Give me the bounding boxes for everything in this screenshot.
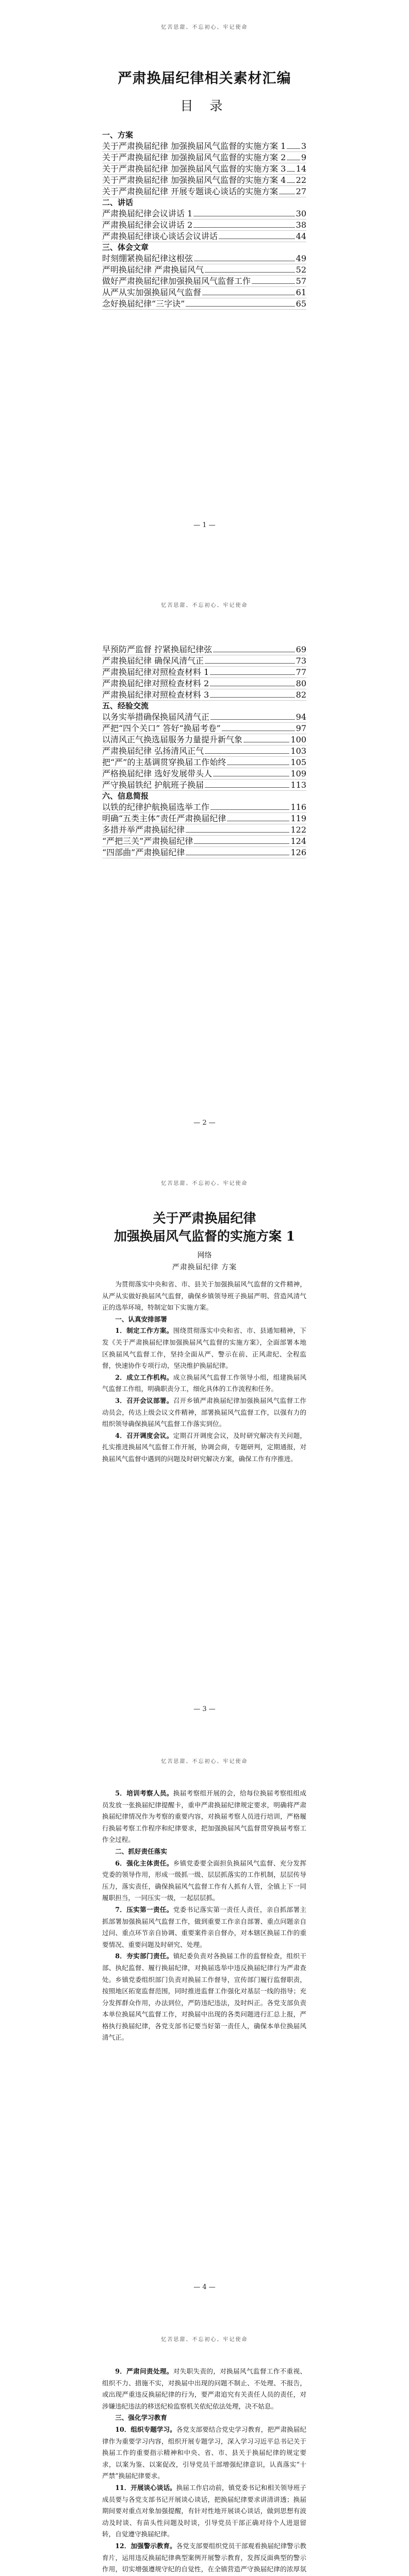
toc-entry-title: 严守换届铁纪 护航班子换届 [102, 780, 204, 790]
table-of-contents [102, 130, 306, 310]
toc-leader [210, 809, 289, 810]
toc-leader [243, 741, 289, 742]
toc-entry-page: 73 [296, 656, 306, 666]
toc-entry-page: 103 [290, 746, 306, 756]
toc-leader [279, 193, 295, 194]
toc-leader [202, 294, 295, 295]
toc-entry-page: 116 [290, 802, 306, 812]
paragraph-text: 换届工作启动前，镇党委书记和相关领导班子成员要与各党支部书记开展谈心谈话，把换届纪律要求讲清讲透；换届期间要对重点对象加强提醒，有针对性地开展谈心谈话，做到思想有波动及时谈、有苗头性问题及时谈，引导党员干部正确对待个人进退留转，自觉遵守换届纪律。 [102, 2483, 307, 2538]
toc-entry[interactable] [102, 141, 306, 152]
toc-entry[interactable] [102, 711, 306, 723]
toc-leader [213, 651, 295, 652]
running-header: 忆苦思甜、不忘初心、牢记使命 [161, 1181, 248, 1187]
toc-entry-page: 38 [296, 220, 306, 230]
toc-section-title: 五、经验交流 [102, 701, 149, 710]
toc-entry-title: 以务实举措确保换届风清气正 [102, 712, 210, 722]
table-of-contents-continued [102, 644, 306, 858]
toc-leader [205, 272, 295, 273]
page-number: — 4 — [193, 2283, 216, 2291]
toc-entry-page: 61 [296, 287, 306, 297]
toc-entry[interactable] [102, 779, 306, 791]
toc-entry[interactable] [102, 163, 306, 175]
section-heading: 二、抓好责任落实 [115, 1847, 167, 1855]
toc-entry-page: 22 [296, 175, 306, 185]
paragraph-text: 换届考察组开展的会，给每位换届考察组组成员发放一张换届纪律提醒卡，重申严肃换届纪律规定要求，明确将严肃换届纪律情况作为考察的重要内容，对换届考察人员进行培训，严格履行换届考察工作程序和纪律要求，把加强换届风气监督贯穿换届考察工作全过程。 [102, 1789, 307, 1844]
toc-entry-title: 严肃换届纪律对照检查材料 1 [102, 667, 209, 677]
toc-leader [213, 775, 289, 776]
toc-entry-page: 122 [290, 825, 306, 835]
toc-leader [287, 159, 300, 160]
body-paragraph [102, 1904, 306, 1951]
toc-entry-title: 严肃换届纪律会议讲话 2 [102, 220, 193, 230]
paragraph-lead: 6．强化主体责任。 [115, 1859, 173, 1867]
paragraph-text: 召开乡镇严肃换届纪律加强换届风气监督工作动员会，传达上级会议文件精神，部署换届风气监督工作，以强有力的组织领导确保换届风气监督工作落实到位。 [102, 1396, 307, 1428]
toc-entry-page: 27 [296, 187, 306, 196]
paragraph-lead: 9．严肃问责处理。 [115, 2367, 173, 2375]
toc-entry-title: 时刻绷紧换届纪律这根弦 [102, 253, 193, 263]
paragraph-text: 镇纪委负责对各换届工作的监督检查，组织干部、执纪监督、履行换届纪律，对换届选举中违反换届纪律行为严肃查处。乡镇党委组织部门负责对换届工作督导，宣传部门履行监督职责，按照地区拓宽监督范围，同时推进监督工作强化对基层一线的指导；充分发挥群众作用，办法到位，严防违纪违法，及时纠正。各党支部负责本单位换届风气监督工作，对换届中出现的各类问题进行汇总上报，严格执行换届纪律，各党支部书记要当好第一责任人，确保本单位换届风清气正。 [102, 1952, 307, 2042]
toc-entry-page: 109 [290, 769, 306, 778]
toc-leader [194, 843, 289, 844]
toc-entry[interactable] [102, 689, 306, 701]
paragraph-text: 成立换届风气监督工作领导小组，组建换届风气监督工作组，明确职责分工，细化具体的工作流程和任务。 [102, 1373, 307, 1393]
paragraph-lead: 11．开展谈心谈话。 [115, 2483, 176, 2492]
toc-entry-title: 严明换届纪律 严肃换届风气 [102, 265, 204, 275]
page-number: — 1 — [193, 521, 216, 529]
paragraph-lead: 4．召开调度会议。 [115, 1431, 173, 1439]
article-title-line-1: 关于严肃换届纪律 [153, 1211, 256, 1226]
toc-entry-title: 早预防严监督 拧紧换届纪律弦 [102, 645, 212, 654]
toc-leader [193, 215, 295, 216]
toc-entry-title: 关于严肃换届纪律 加强换届风气监督的实施方案 2 [102, 152, 286, 162]
toc-entry[interactable] [102, 734, 306, 745]
toc-leader [222, 730, 295, 731]
paragraph-text: 各党支部要结合党史学习教育，把严肃换届纪律作为重要学习内容，组织开展专题学习，深入学习习近平总书记关于换届工作的重要指示精神和中央、省、市、县关于换届纪律的规定要求，以案为鉴、以案促改，引导党员干部增强纪律意识，认真落实“十严禁”换届纪律要求。 [102, 2425, 307, 2480]
paragraph-lead: 3．召开会议部署。 [115, 1396, 173, 1404]
page-number: — 3 — [193, 1705, 216, 1713]
body-paragraph [102, 1372, 306, 1395]
toc-entry-title: 念好换届纪律“三字诀” [102, 299, 185, 309]
page-number: — 2 — [193, 1119, 216, 1127]
toc-entry-page: 65 [296, 299, 306, 309]
toc-leader [210, 719, 295, 720]
toc-entry-title: 关于严肃换届纪律 加强换届风气监督的实施方案 3 [102, 164, 286, 174]
toc-entry-title: 明确“五类主体”责任严肃换届纪律 [102, 814, 226, 823]
running-header: 忆苦思甜、不忘初心、牢记使命 [161, 25, 248, 30]
body-paragraph [102, 1788, 306, 1846]
paragraph-text: 定期召开调度会议，及时研究解决有关问题，扎实推进换届风气监督工作开展，协调会商，专题研判，定期通报，对换届风气监督中遇到的问题及时研究解决方案，确保工作有序推进。 [102, 1431, 307, 1463]
toc-entry[interactable] [102, 768, 306, 779]
toc-heading: 目 录 [180, 98, 229, 113]
toc-leader [210, 674, 295, 675]
toc-leader [186, 306, 295, 307]
toc-entry-page: 30 [296, 209, 306, 218]
running-header: 忆苦思甜、不忘初心、牢记使命 [161, 1759, 248, 1765]
paragraph-text: 乡镇党委要全面担负换届风气监督、充分发挥党委的领导作用，形成一级抓一级、层层抓落实的工作机制，层层传导压力，落实责任，确保换届风气监督工作有人抓有人管，全镇上下一同履职担当，一同压实一级，一起层层抓。 [102, 1859, 307, 1902]
body-paragraph [102, 1395, 306, 1430]
paragraph-lead: 7．压实第一责任。 [115, 1905, 173, 1913]
toc-entry-title: 严肃换届纪律谈心谈话会议讲话 [102, 231, 218, 241]
toc-leader [193, 227, 295, 228]
toc-entry-title: “四部曲”严肃换届纪律 [102, 848, 185, 857]
page-4 [0, 1734, 409, 2312]
article-title-line-2: 加强换届风气监督的实施方案 1 [113, 1229, 296, 1244]
toc-entry[interactable] [102, 186, 306, 197]
toc-entry-title: 严把“四个关口” 答好“换届考卷” [102, 723, 221, 733]
body-paragraph [102, 2540, 306, 2576]
toc-entry-page: 119 [290, 814, 306, 823]
toc-entry-page: 100 [290, 735, 306, 744]
toc-entry[interactable] [102, 824, 306, 836]
section-heading: 一、认真安排部署 [115, 1315, 167, 1323]
toc-section-title: 三、体会文章 [102, 243, 149, 252]
toc-entry-page: 49 [296, 253, 306, 263]
page-3 [0, 1156, 409, 1734]
toc-entry-page: 44 [296, 231, 306, 241]
toc-entry-title: 关于严肃换届纪律 加强换届风气监督的实施方案 1 [102, 141, 286, 151]
toc-leader [287, 182, 295, 183]
paragraph-lead: 1．制定工作方案。 [115, 1327, 173, 1335]
toc-leader [186, 854, 289, 855]
toc-entry[interactable] [102, 219, 306, 231]
toc-entry[interactable] [102, 802, 306, 813]
toc-entry-title: 关于严肃换届纪律 开展专题谈心谈话的实施方案 [102, 187, 279, 196]
toc-entry[interactable] [102, 723, 306, 734]
toc-leader [287, 148, 300, 149]
toc-leader [205, 753, 289, 754]
toc-entry-page: 80 [296, 679, 306, 688]
toc-entry[interactable] [102, 276, 306, 287]
paragraph-text: 各党支部要组织党员干部观看换届纪律警示教育片，运用违反换届纪律典型案例开展警示教育，发挥反面典型的警示作用，切实增强遵规守纪的自觉性，在全镇营造严守换届纪律的浓厚氛 [102, 2541, 307, 2573]
body-paragraph [102, 2424, 306, 2482]
article-body [102, 1279, 306, 1465]
toc-entry-title: 严肃换届纪律 确保风清气正 [102, 656, 204, 666]
toc-leader [252, 283, 295, 284]
toc-leader [210, 685, 295, 686]
toc-entry[interactable] [102, 253, 306, 264]
toc-entry-title: 严肃换届纪律 弘扬清风正气 [102, 746, 204, 756]
document-title: 严肃换届纪律相关素材汇编 [118, 71, 291, 87]
toc-entry[interactable] [102, 813, 306, 824]
toc-entry-page: 94 [296, 712, 306, 722]
toc-entry-title: 做好严肃换届纪律加强换届风气监督工作 [102, 276, 251, 286]
toc-entry-title: 严肃换届纪律对照检查材料 2 [102, 679, 209, 688]
toc-section-title: 二、讲话 [102, 198, 134, 207]
toc-entry-page: 77 [296, 667, 306, 677]
toc-entry-title: 严肃换届纪律会议讲话 1 [102, 209, 193, 218]
toc-entry[interactable] [102, 847, 306, 858]
toc-leader [219, 238, 295, 239]
toc-entry[interactable] [102, 298, 306, 310]
toc-entry-title: 从严从实加强换届风气监督 [102, 287, 202, 297]
toc-entry[interactable] [102, 208, 306, 219]
toc-entry[interactable] [102, 836, 306, 847]
toc-entry-title: 严肃换届纪律对照检查材料 3 [102, 690, 209, 700]
body-paragraph [102, 2482, 306, 2540]
body-paragraph [102, 1430, 306, 1465]
toc-entry-title: 严格换届纪律 选好发展带头人 [102, 769, 212, 778]
running-header: 忆苦思甜、不忘初心、牢记使命 [161, 603, 248, 608]
body-paragraph [102, 1951, 306, 2044]
toc-entry-title: 关于严肃换届纪律 加强换届风气监督的实施方案 4 [102, 175, 286, 185]
toc-entry[interactable] [102, 287, 306, 298]
toc-entry-title: 把“严”的主基调贯穿换届工作始终 [102, 757, 226, 767]
toc-leader [186, 832, 289, 833]
page-1 [0, 0, 409, 578]
toc-leader [194, 260, 295, 261]
toc-entry-page: 52 [296, 265, 306, 275]
toc-section-title: 六、信息简报 [102, 791, 149, 801]
toc-entry-title: “严把三关”严肃换届纪律 [102, 836, 193, 846]
paragraph-text: 围绕贯彻落实中央和省、市、县通知精神，下发《关于严肃换届纪律加强换届风气监督的实施方案》，全面部署本地区换届风气监督工作，坚持全面从严、警示在前、正风肃纪、全程监督，快速协作专项行动，坚决维护换届纪律。 [102, 1327, 307, 1370]
body-paragraph [102, 1858, 306, 1904]
paragraph-text: 党委书记落实第一责任人责任，亲自抓部署主抓部署加强换届风气监督工作，做到重要工作亲自部署、重点问题亲自过问、重点环节亲自协调、重要案件亲自督办，对本辖区换届工作的重要情况、重要问题及时研究、处理。 [102, 1905, 307, 1948]
toc-leader [210, 697, 295, 698]
toc-entry[interactable] [102, 757, 306, 768]
toc-entry-page: 9 [301, 152, 306, 162]
paragraph-text: 对失职失责的，对换届风气监督工作不重视、组织不力、措施不实，对换届中出现的问题不制止、不处理、不报告，或出现严重违反换届纪律的行为，要严肃追究有关责任人员的责任，对涉嫌违纪违法的移送纪检监察机关依纪依法处理，决不姑息。 [102, 2367, 307, 2410]
paragraph-lead: 5．培训考察人员。 [115, 1789, 173, 1797]
toc-entry-page: 82 [296, 690, 306, 700]
page-5 [0, 2312, 409, 2576]
toc-entry-page: 57 [296, 276, 306, 286]
toc-entry-page: 126 [290, 848, 306, 857]
toc-entry-page: 105 [290, 757, 306, 767]
toc-entry-title: 以铁的纪律护航换届选举工作 [102, 802, 210, 812]
toc-entry[interactable] [102, 667, 306, 678]
toc-entry[interactable] [102, 175, 306, 186]
paragraph-lead: 8．夯实部门责任。 [115, 1952, 173, 1960]
body-paragraph [102, 1279, 306, 1314]
paragraph-lead: 2．成立工作机构。 [115, 1373, 173, 1381]
toc-entry-page: 124 [290, 836, 306, 846]
toc-entry[interactable] [102, 231, 306, 242]
toc-entry[interactable] [102, 678, 306, 689]
article-body [102, 2366, 306, 2576]
toc-entry[interactable] [102, 644, 306, 655]
page-2 [0, 578, 409, 1156]
toc-entry[interactable] [102, 152, 306, 163]
toc-leader [287, 171, 295, 172]
toc-section-title: 一、方案 [102, 130, 134, 140]
paragraph-lead: 10．组织专题学习。 [115, 2425, 176, 2433]
toc-leader [205, 663, 295, 664]
paragraph-text: 为贯彻落实中央和省、市、县关于加强换届风气监督的文件精神，从严从实做好换届风气监督，确保乡镇领导班子换届严明、营造风清气正的选举环境，特制定如下实施方案。 [102, 1280, 306, 1312]
toc-entry-page: 69 [296, 645, 306, 654]
toc-leader [227, 764, 289, 765]
toc-entry-page: 97 [296, 723, 306, 733]
toc-entry-page: 3 [301, 141, 306, 151]
body-paragraph [102, 2366, 306, 2412]
running-header: 忆苦思甜、不忘初心、牢记使命 [161, 2337, 248, 2343]
toc-leader [227, 820, 289, 821]
toc-entry-page: 14 [296, 164, 306, 174]
toc-entry[interactable] [102, 655, 306, 667]
section-heading: 三、强化学习教育 [115, 2414, 167, 2422]
toc-entry-title: 多措并举严肃换届纪律 [102, 825, 185, 835]
article-body [102, 1788, 306, 2044]
body-paragraph [102, 1325, 306, 1371]
paragraph-lead: 12．加强警示教育。 [115, 2541, 176, 2550]
toc-entry[interactable] [102, 264, 306, 276]
article-source: 网络 [197, 1251, 212, 1260]
toc-entry-title: 以清风正气换选届服务力量提升新气象 [102, 735, 243, 744]
toc-leader [205, 787, 289, 788]
article-author: 严肃换届纪律 方案 [172, 1263, 237, 1272]
toc-entry[interactable] [102, 745, 306, 757]
toc-entry-page: 113 [290, 780, 306, 790]
